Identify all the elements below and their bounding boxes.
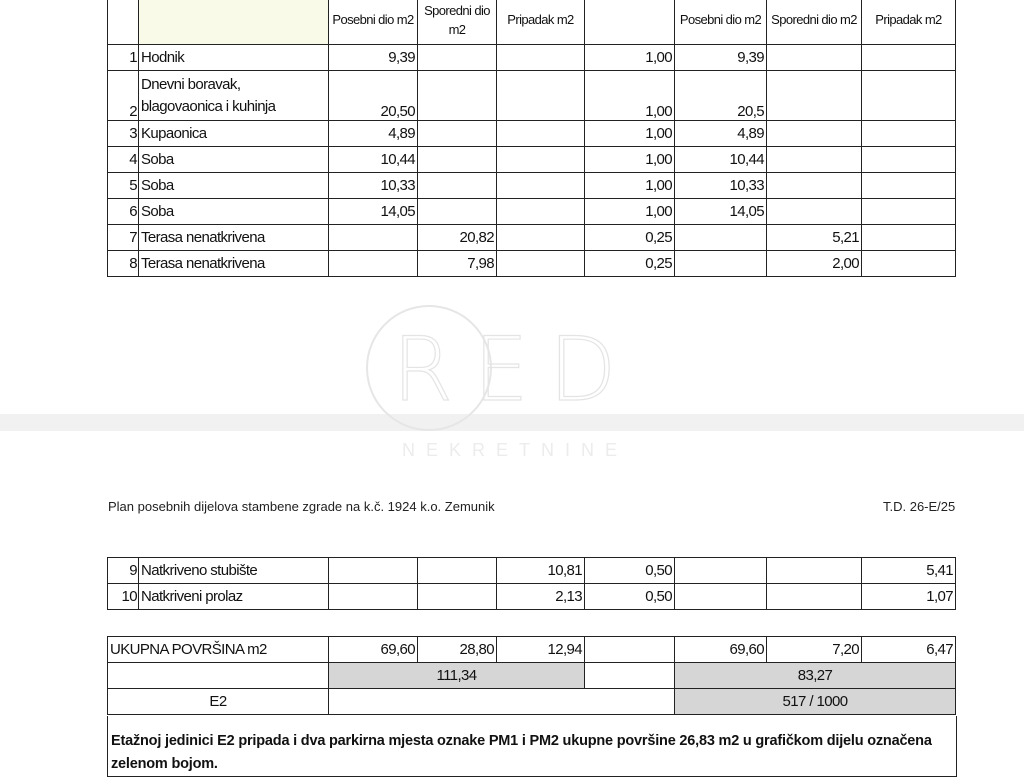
table-row	[108, 121, 956, 147]
header-name	[139, 0, 329, 45]
row-r-pripadak	[862, 71, 956, 121]
unit-empty	[329, 689, 675, 715]
row-pripadak	[497, 71, 585, 121]
sum-gap	[585, 663, 675, 689]
row-name: Kupaonica	[139, 121, 329, 147]
row-r-posebni	[675, 558, 767, 584]
row-r-sporedni	[767, 558, 862, 584]
row-posebni	[329, 584, 418, 610]
row-koef: 1,00	[585, 121, 675, 147]
header-r-posebni: Posebni dio m2	[675, 0, 767, 45]
row-r-posebni: 10,44	[675, 147, 767, 173]
row-name	[139, 71, 329, 121]
row-posebni	[329, 558, 418, 584]
table-row	[108, 584, 956, 610]
row-koef: 0,25	[585, 251, 675, 277]
row-posebni: 10,44	[329, 147, 418, 173]
row-r-pripadak	[862, 225, 956, 251]
sum-right: 83,27	[675, 663, 956, 689]
row-koef: 0,25	[585, 225, 675, 251]
row-sporedni	[418, 147, 497, 173]
row-koef: 1,00	[585, 199, 675, 225]
row-r-posebni: 9,39	[675, 45, 767, 71]
totals-koef	[585, 637, 675, 663]
row-posebni	[329, 225, 418, 251]
header-row	[108, 0, 956, 45]
row-pripadak: 10,81	[497, 558, 585, 584]
row-koef: 0,50	[585, 584, 675, 610]
row-sporedni	[418, 121, 497, 147]
row-pripadak	[497, 147, 585, 173]
row-koef: 1,00	[585, 71, 675, 121]
row-posebni: 20,50	[329, 71, 418, 121]
totals-r-posebni: 69,60	[675, 637, 767, 663]
row-pripadak	[497, 199, 585, 225]
header-koef	[585, 0, 675, 45]
row-r-pripadak	[862, 147, 956, 173]
row-koef: 1,00	[585, 173, 675, 199]
row-idx: 3	[108, 121, 139, 147]
row-posebni: 14,05	[329, 199, 418, 225]
row-pripadak	[497, 121, 585, 147]
row-posebni: 4,89	[329, 121, 418, 147]
totals-label: UKUPNA POVRŠINA m2	[108, 637, 329, 663]
row-sporedni	[418, 584, 497, 610]
row-r-pripadak	[862, 251, 956, 277]
row-r-pripadak: 1,07	[862, 584, 956, 610]
watermark-subtitle: NEKRETNINE	[402, 440, 629, 460]
header-r-pripadak: Pripadak m2	[862, 0, 956, 45]
row-pripadak	[497, 45, 585, 71]
header-sporedni: Sporedni dio m2	[418, 0, 497, 45]
row-r-posebni	[675, 225, 767, 251]
row-pripadak	[497, 173, 585, 199]
row-r-pripadak	[862, 121, 956, 147]
table-row	[108, 173, 956, 199]
header-pripadak: Pripadak m2	[497, 0, 585, 45]
row-idx: 1	[108, 45, 139, 71]
row-name: Soba	[139, 173, 329, 199]
row-name: Natkriveno stubište	[139, 558, 329, 584]
row-name: Natkriveni prolaz	[139, 584, 329, 610]
row-r-sporedni	[767, 71, 862, 121]
row-koef: 1,00	[585, 45, 675, 71]
row-r-posebni: 10,33	[675, 173, 767, 199]
row-r-sporedni: 2,00	[767, 251, 862, 277]
row-sporedni: 20,82	[418, 225, 497, 251]
totals-table	[107, 636, 956, 715]
row-name-line1: Dnevni boravak,	[141, 75, 241, 93]
sum-left: 111,34	[329, 663, 585, 689]
row-name: Soba	[139, 147, 329, 173]
row-idx: 5	[108, 173, 139, 199]
row-r-posebni	[675, 251, 767, 277]
sum-empty	[108, 663, 329, 689]
row-r-sporedni	[767, 584, 862, 610]
row-name: Terasa nenatkrivena	[139, 225, 329, 251]
row-idx: 6	[108, 199, 139, 225]
row-r-posebni: 20,5	[675, 71, 767, 121]
row-r-sporedni	[767, 45, 862, 71]
row-idx: 9	[108, 558, 139, 584]
watermark-logo: RED	[392, 318, 637, 421]
document-reference: T.D. 26-E/25	[883, 499, 956, 514]
row-name-line2: blagovaonica i kuhinja	[141, 97, 276, 115]
row-sporedni	[418, 199, 497, 225]
totals-r-pripadak: 6,47	[862, 637, 956, 663]
unit-label: E2	[108, 689, 329, 715]
row-sporedni	[418, 45, 497, 71]
row-sporedni	[418, 71, 497, 121]
totals-r-sporedni: 7,20	[767, 637, 862, 663]
table-row	[108, 147, 956, 173]
parking-note-text: Etažnoj jedinici E2 pripada i dva parkirna mjesta oznake PM1 i PM2 ukupne površine 26,83 m2 u grafičkom dijelu označena zelenom bojom.	[111, 733, 932, 772]
row-posebni: 9,39	[329, 45, 418, 71]
rooms-table	[107, 0, 956, 277]
document-caption: Plan posebnih dijelova stambene zgrade na k.č. 1924 k.o. Zemunik	[108, 499, 495, 514]
row-sporedni	[418, 173, 497, 199]
row-posebni: 10,33	[329, 173, 418, 199]
row-r-sporedni	[767, 147, 862, 173]
totals-pripadak: 12,94	[497, 637, 585, 663]
totals-sporedni: 28,80	[418, 637, 497, 663]
row-idx: 7	[108, 225, 139, 251]
row-name: Soba	[139, 199, 329, 225]
table-row	[108, 558, 956, 584]
row-pripadak: 2,13	[497, 584, 585, 610]
header-r-sporedni: Sporedni dio m2	[767, 0, 862, 45]
row-r-sporedni	[767, 173, 862, 199]
totals-row	[108, 637, 956, 663]
table-row	[108, 251, 956, 277]
row-idx: 10	[108, 584, 139, 610]
row-r-sporedni	[767, 121, 862, 147]
sum-row	[108, 663, 956, 689]
row-name: Terasa nenatkrivena	[139, 251, 329, 277]
row-r-pripadak	[862, 45, 956, 71]
row-sporedni: 7,98	[418, 251, 497, 277]
row-koef: 0,50	[585, 558, 675, 584]
unit-row	[108, 689, 956, 715]
row-r-pripadak: 5,41	[862, 558, 956, 584]
row-posebni	[329, 251, 418, 277]
row-r-posebni: 14,05	[675, 199, 767, 225]
row-name: Hodnik	[139, 45, 329, 71]
table-row	[108, 199, 956, 225]
row-pripadak	[497, 251, 585, 277]
header-posebni: Posebni dio m2	[329, 0, 418, 45]
row-idx: 8	[108, 251, 139, 277]
header-idx	[108, 0, 139, 45]
table-row	[108, 45, 956, 71]
row-koef: 1,00	[585, 147, 675, 173]
row-r-sporedni: 5,21	[767, 225, 862, 251]
unit-share: 517 / 1000	[675, 689, 956, 715]
totals-posebni: 69,60	[329, 637, 418, 663]
table-row	[108, 71, 956, 121]
common-areas-table	[107, 557, 956, 610]
row-r-pripadak	[862, 173, 956, 199]
row-r-sporedni	[767, 199, 862, 225]
table-row	[108, 225, 956, 251]
row-r-posebni: 4,89	[675, 121, 767, 147]
row-r-pripadak	[862, 199, 956, 225]
row-pripadak	[497, 225, 585, 251]
row-idx: 4	[108, 147, 139, 173]
row-sporedni	[418, 558, 497, 584]
row-r-posebni	[675, 584, 767, 610]
row-idx: 2	[108, 71, 139, 121]
